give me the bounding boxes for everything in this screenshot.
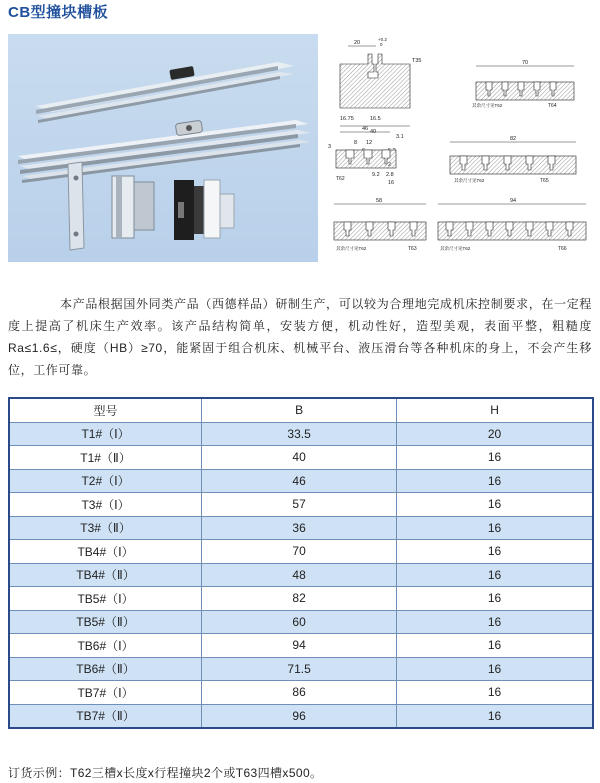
product-photo bbox=[8, 34, 318, 262]
cell-model: TB4#（Ⅱ） bbox=[9, 563, 202, 587]
note-t63: 其余尺寸见T62 bbox=[336, 246, 367, 251]
header-b: B bbox=[202, 398, 397, 422]
dim-2: 2 bbox=[388, 162, 392, 168]
dim-8: 8 bbox=[354, 140, 358, 146]
cell-h: 16 bbox=[397, 446, 593, 470]
cell-model: TB5#（Ⅰ） bbox=[9, 587, 202, 611]
cell-b: 57 bbox=[202, 493, 397, 517]
dim-9-2: 9.2 bbox=[372, 172, 380, 178]
note-t65: 其余尺寸见T62 bbox=[454, 178, 485, 183]
cell-b: 46 bbox=[202, 469, 397, 493]
table-row bbox=[9, 422, 593, 446]
cell-model: T1#（Ⅰ） bbox=[9, 422, 202, 446]
cell-b: 71.5 bbox=[202, 657, 397, 681]
table-row bbox=[9, 657, 593, 681]
dim-70: 70 bbox=[522, 60, 529, 66]
header-model: 型号 bbox=[9, 398, 202, 422]
note-t66: 其余尺寸见T62 bbox=[440, 246, 471, 251]
page-title: CB型撞块槽板 bbox=[8, 4, 109, 21]
name-t63: T63 bbox=[408, 246, 417, 252]
cell-model: T3#（Ⅰ） bbox=[9, 493, 202, 517]
cell-model: T2#（Ⅰ） bbox=[9, 469, 202, 493]
cell-b: 36 bbox=[202, 516, 397, 540]
drawing-t66 bbox=[438, 198, 586, 252]
table-row bbox=[9, 469, 593, 493]
table-row bbox=[9, 446, 593, 470]
product-photo-illustration bbox=[8, 34, 318, 262]
cell-h: 16 bbox=[397, 540, 593, 564]
cell-b: 40 bbox=[202, 446, 397, 470]
cell-h: 16 bbox=[397, 681, 593, 705]
table-row bbox=[9, 681, 593, 705]
cell-model: TB4#（Ⅰ） bbox=[9, 540, 202, 564]
part-clear-block bbox=[204, 180, 234, 238]
table-row bbox=[9, 587, 593, 611]
technical-drawings bbox=[326, 34, 594, 262]
cell-h: 16 bbox=[397, 634, 593, 658]
dim-3: 3 bbox=[328, 144, 332, 150]
cell-b: 48 bbox=[202, 563, 397, 587]
dim-3-1: 3.1 bbox=[396, 134, 404, 140]
cell-model: TB6#（Ⅱ） bbox=[9, 657, 202, 681]
table-row bbox=[9, 634, 593, 658]
cell-h: 20 bbox=[397, 422, 593, 446]
cell-model: T3#（Ⅱ） bbox=[9, 516, 202, 540]
cell-h: 16 bbox=[397, 469, 593, 493]
rail-2 bbox=[18, 120, 310, 183]
rail-1 bbox=[36, 62, 294, 123]
dim-20: 20 bbox=[354, 40, 361, 46]
cell-b: 60 bbox=[202, 610, 397, 634]
dim-2-8: 2.8 bbox=[386, 172, 394, 178]
dim-plus: +0.2 bbox=[378, 37, 387, 42]
header-h: H bbox=[397, 398, 593, 422]
cell-h: 16 bbox=[397, 493, 593, 517]
cell-b: 82 bbox=[202, 587, 397, 611]
table-row bbox=[9, 493, 593, 517]
cell-b: 70 bbox=[202, 540, 397, 564]
table-header-row bbox=[9, 398, 593, 422]
name-t65: T65 bbox=[540, 178, 549, 184]
cell-h: 16 bbox=[397, 657, 593, 681]
cell-model: TB7#（Ⅱ） bbox=[9, 704, 202, 728]
drawing-t65 bbox=[450, 136, 576, 184]
dim-16-75: 16.75 bbox=[340, 116, 354, 122]
cell-model: T1#（Ⅱ） bbox=[9, 446, 202, 470]
cell-b: 94 bbox=[202, 634, 397, 658]
name-t64: T64 bbox=[548, 103, 557, 109]
order-example: 订货示例：T62三槽x长度x行程撞块2个或T63四槽x500。 bbox=[8, 766, 323, 780]
cross-section-drawings bbox=[326, 34, 594, 262]
dim-16: 16 bbox=[388, 180, 395, 186]
dim-40: 40 bbox=[370, 129, 377, 135]
cell-model: TB5#（Ⅱ） bbox=[9, 610, 202, 634]
spec-table bbox=[8, 397, 594, 729]
dim-t35: T35 bbox=[412, 58, 422, 64]
drawing-t63 bbox=[334, 198, 426, 252]
cell-h: 16 bbox=[397, 563, 593, 587]
name-t66: T66 bbox=[558, 246, 567, 252]
dim-46: 46 bbox=[362, 126, 369, 132]
cell-h: 16 bbox=[397, 516, 593, 540]
cell-model: TB6#（Ⅰ） bbox=[9, 634, 202, 658]
dim-12: 12 bbox=[366, 140, 373, 146]
table-row bbox=[9, 610, 593, 634]
cell-b: 96 bbox=[202, 704, 397, 728]
dim-82: 82 bbox=[510, 136, 517, 142]
dim-58: 58 bbox=[376, 198, 383, 204]
table-row bbox=[9, 563, 593, 587]
drawing-t62 bbox=[328, 126, 404, 186]
part-bar bbox=[68, 162, 84, 250]
part-black-block bbox=[174, 180, 204, 240]
table-row bbox=[9, 516, 593, 540]
part-slider bbox=[112, 176, 154, 238]
dim-16-5: 16.5 bbox=[370, 116, 381, 122]
dim-zero: 0 bbox=[380, 42, 383, 47]
cell-b: 86 bbox=[202, 681, 397, 705]
product-description: 本产品根据国外同类产品（西德样品）研制生产，可以较为合理地完成机床控制要求，在一定程度上提高了机床生产效率。该产品结构简单，安装方便，机动性好，造型美观，表面平整，粗糙度Ra≤1.6≤，硬度（HB）≥70，能紧固于组合机床、机械平台、液压滑台等各种机床的身上，不会产生移位，工作可靠。 bbox=[8, 297, 592, 377]
note-t64: 其余尺寸见T62 bbox=[472, 103, 503, 108]
table-row bbox=[9, 704, 593, 728]
dim-94: 94 bbox=[510, 198, 517, 204]
drawing-t35 bbox=[340, 37, 421, 135]
cell-h: 16 bbox=[397, 704, 593, 728]
table-row bbox=[9, 540, 593, 564]
cell-model: TB7#（Ⅰ） bbox=[9, 681, 202, 705]
cell-h: 16 bbox=[397, 587, 593, 611]
cell-b: 33.5 bbox=[202, 422, 397, 446]
drawing-t64 bbox=[472, 60, 574, 109]
cell-h: 16 bbox=[397, 610, 593, 634]
name-t62: T62 bbox=[336, 176, 345, 182]
